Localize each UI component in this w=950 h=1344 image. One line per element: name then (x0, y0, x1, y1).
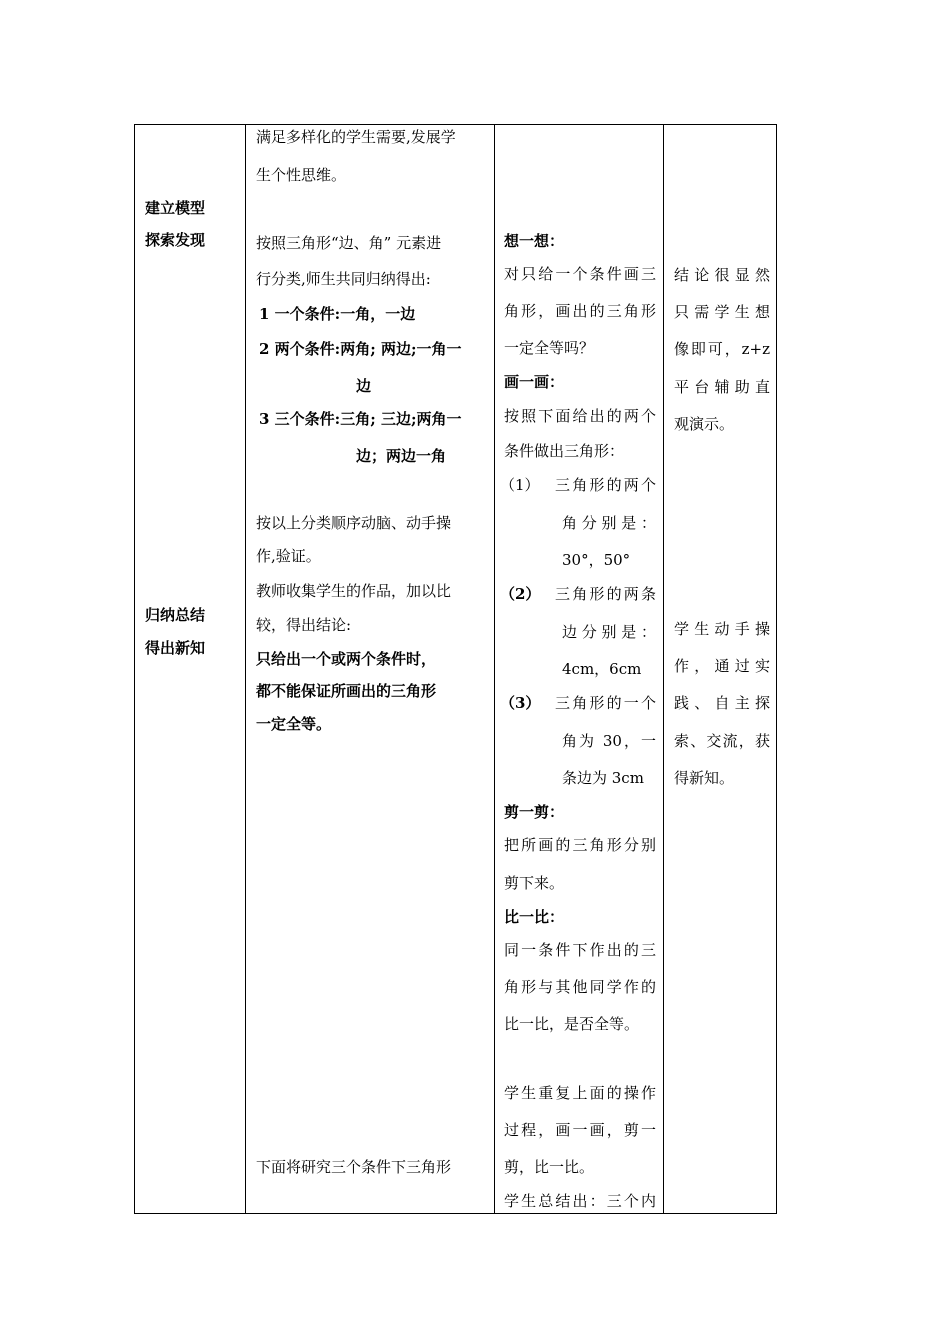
classification-item: 3 三个条件:三角; 三边;两角一 (259, 410, 462, 428)
item-number: （2） (500, 585, 541, 603)
conclusion-line: 只给出一个或两个条件时， (256, 650, 437, 668)
text-line: 满足多样化的学生需要,发展学 (256, 128, 456, 146)
text-line: 过程，画一画，剪一 (504, 1121, 656, 1139)
note-line: 学生动手操 (674, 620, 770, 638)
stage-heading: 归纳总结 (145, 606, 206, 624)
text-line: 学生重复上面的操作 (504, 1084, 656, 1102)
stage-heading: 建立模型 (145, 199, 206, 217)
text-line: 边分别是： (562, 623, 656, 641)
text-line: 把所画的三角形分别 (504, 836, 656, 854)
text-line: 教师收集学生的作品，加以比 (256, 582, 452, 600)
text-line: 三角形的两个 (555, 476, 656, 494)
text-line: 按照下面给出的两个 (504, 407, 656, 425)
section-title: 剪一剪： (504, 803, 565, 821)
text-line: 对只给一个条件画三 (504, 265, 656, 283)
note-line: 只需学生想 (674, 303, 770, 321)
column-divider (245, 125, 246, 1213)
text-line: 同一条件下作出的三 (504, 941, 656, 959)
note-line: 得新知。 (674, 769, 735, 787)
text-line: 行分类,师生共同归纳得出: (256, 270, 431, 288)
text-line: 生个性思维。 (256, 166, 347, 184)
text-line: 下面将研究三个条件下三角形 (256, 1158, 452, 1176)
section-title: 想一想： (504, 232, 565, 250)
note-line: 像即可，z+z (674, 340, 770, 358)
note-line: 结论很显然 (674, 266, 770, 284)
text-line: 角形与其他同学作的 (504, 978, 656, 996)
item-number: （3） (500, 694, 541, 712)
text-line: 学生总结出：三个内 (504, 1192, 656, 1210)
design-notes-column (674, 125, 770, 1213)
text-line: 30°，50° (562, 551, 631, 569)
student-activity-column (500, 125, 656, 1213)
column-divider (663, 125, 664, 1213)
lesson-plan-table (134, 124, 777, 1214)
text-line: 剪下来。 (504, 874, 565, 892)
note-line: 观演示。 (674, 415, 735, 433)
conclusion-line: 一定全等。 (256, 715, 332, 733)
text-line: 角分别是： (562, 514, 656, 532)
item-number: （1） (500, 476, 540, 494)
classification-item: 边；两边一角 (356, 447, 447, 465)
text-line: 剪，比一比。 (504, 1158, 595, 1176)
text-line: 按以上分类顺序动脑、动手操 (256, 514, 452, 532)
conclusion-line: 都不能保证所画出的三角形 (256, 682, 437, 700)
teacher-activity-column (256, 125, 488, 1213)
stage-heading: 探索发现 (145, 231, 206, 249)
column-divider (494, 125, 495, 1213)
section-title: 画一画： (504, 373, 565, 391)
text-line: 4cm，6cm (562, 660, 642, 678)
text-line: 角为 30，一 (562, 732, 656, 750)
classification-item: 边 (356, 377, 372, 395)
note-line: 作，通过实 (674, 657, 770, 675)
stage-heading: 得出新知 (145, 639, 206, 657)
text-line: 三角形的一个 (555, 694, 656, 712)
classification-item: 1 一个条件:一角，一边 (259, 305, 416, 323)
stage-column (145, 125, 240, 1213)
text-line: 三角形的两条 (555, 585, 656, 603)
note-line: 索、交流，获 (674, 732, 770, 750)
classification-item: 2 两个条件:两角; 两边;一角一 (259, 340, 462, 358)
text-line: 比一比，是否全等。 (504, 1015, 640, 1033)
text-line: 按照三角形“边、角” 元素进 (256, 234, 442, 252)
text-line: 作,验证。 (256, 547, 321, 565)
text-line: 条边为 3cm (562, 769, 644, 787)
note-line: 平台辅助直 (674, 378, 770, 396)
note-line: 践、自主探 (674, 694, 770, 712)
section-title: 比一比： (504, 908, 565, 926)
text-line: 较，得出结论: (256, 616, 352, 634)
text-line: 一定全等吗？ (504, 339, 595, 357)
text-line: 条件做出三角形： (504, 442, 625, 460)
text-line: 角形，画出的三角形 (504, 302, 656, 320)
